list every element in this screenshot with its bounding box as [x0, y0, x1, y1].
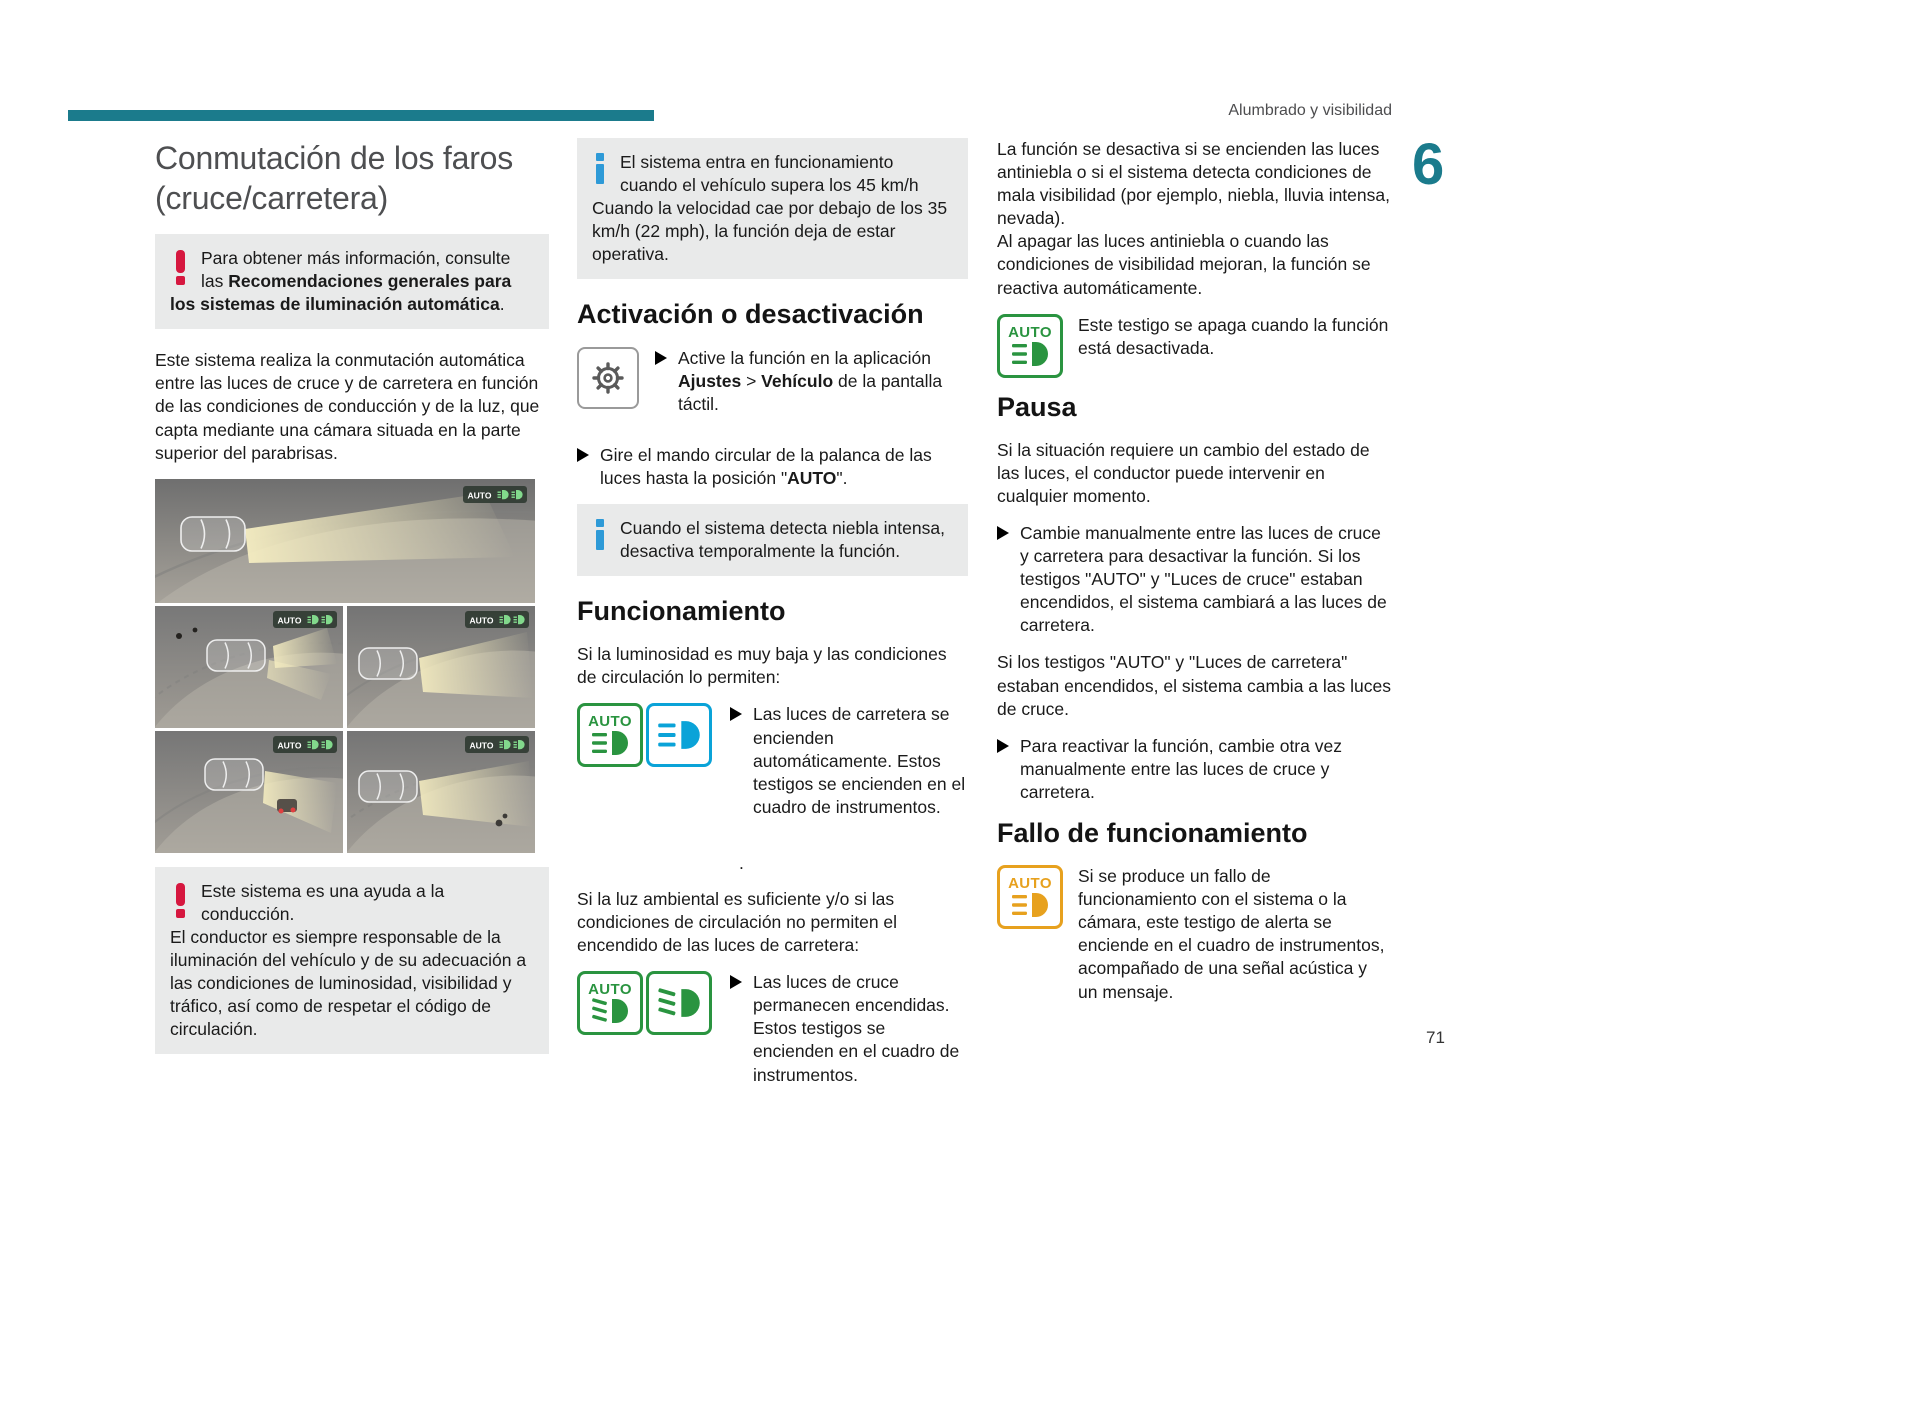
page-title: Conmutación de los faros (cruce/carretera)	[155, 140, 514, 216]
info2-text: Cuando el sistema detecta niebla intensa, desactiva temporalmente la función.	[620, 517, 945, 562]
warning1-text-post: .	[499, 294, 505, 315]
scene-road-wide	[155, 479, 535, 603]
page-number: 71	[1426, 1028, 1445, 1047]
scene-open-road	[347, 606, 535, 728]
auto-badge-icon	[273, 736, 337, 753]
settings-gear-icon	[577, 347, 639, 409]
highbeam-indicator-icon	[646, 703, 712, 767]
bullet-manual-switch	[997, 522, 1391, 637]
column-right	[997, 138, 1391, 1018]
car-icon	[359, 648, 417, 679]
lamp-off-row	[997, 314, 1391, 378]
lowbeam-indicator-row	[577, 971, 968, 1100]
info-icon	[594, 519, 606, 550]
bullet-triangle-icon	[730, 975, 742, 989]
bullet-activate-text: Active la función en la aplicación Ajustes > Vehículo de la pantalla táctil.	[678, 347, 943, 414]
indicator-lamps	[577, 971, 712, 1035]
svg-text:AUTO: AUTO	[277, 740, 302, 751]
warning-exclamation-icon	[173, 250, 187, 285]
heading-function: Funcionamiento	[577, 596, 786, 627]
fault-row	[997, 865, 1391, 1004]
auto-lowbeam-indicator-icon: AUTO	[577, 971, 643, 1035]
highbeam-indicator-row	[577, 703, 968, 832]
car-icon	[207, 640, 265, 671]
scene-oncoming-traffic	[155, 606, 343, 728]
warning-box-general	[155, 234, 549, 329]
warning2-line1: Este sistema es una ayuda a la conducción.	[201, 880, 445, 924]
info1-text: El sistema entra en funcionamiento cuando el vehículo supera los 45 km/h Cuando la velocidad cae por debajo de los 35 km/h (22 mph), la función deja de estar operativa.	[592, 152, 948, 265]
deactivate-paragraph-2: Al apagar las luces antiniebla o cuando las condiciones de visibilidad mejoran, la función se reactiva automáticamente.	[997, 231, 1371, 298]
switch-paragraph: Si los testigos "AUTO" y "Luces de carretera" estaban encendidos, el sistema cambia a las luces de cruce.	[997, 652, 1391, 719]
bullet-reactivate	[997, 735, 1391, 804]
section-header: Alumbrado y visibilidad	[1228, 102, 1392, 119]
lamp-off-text: Este testigo se apaga cuando la función está desactivada.	[1078, 314, 1389, 358]
svg-text:AUTO: AUTO	[277, 615, 302, 626]
auto-badge-icon	[465, 611, 529, 628]
auto-indicator-icon: AUTO	[997, 314, 1063, 378]
auto-badge-icon	[465, 736, 529, 753]
auto-badge-icon	[463, 486, 527, 503]
auto-fault-indicator-icon: AUTO	[997, 865, 1063, 929]
deactivate-paragraph-1: La función se desactiva si se encienden las luces antiniebla o si el sistema detecta condiciones de mala visibilidad (por ejemplo, niebla, lluvia intensa, nevada).	[997, 139, 1390, 229]
bullet-lowbeam	[730, 971, 968, 1086]
indicator-lamps	[577, 703, 712, 767]
car-icon	[181, 517, 245, 551]
heading-activation: Activación o desactivación	[577, 299, 924, 330]
bullet-triangle-icon	[730, 707, 742, 721]
fault-text: Si se produce un fallo de funcionamiento con el sistema o la cámara, este testigo de alerta se enciende en el cuadro de instrumentos, acompañado de una señal acústica y un mensaje.	[1078, 866, 1385, 1002]
warning-box-driver-aid	[155, 867, 549, 1055]
info-icon	[594, 153, 606, 184]
pause-paragraph: Si la situación requiere un cambio del estado de las luces, el conductor puede intervenir en cualquier momento.	[997, 439, 1370, 506]
car-icon	[359, 771, 417, 802]
bullet-triangle-icon	[997, 739, 1009, 753]
svg-text:AUTO: AUTO	[469, 615, 494, 626]
settings-row	[577, 347, 968, 430]
ambient-light-paragraph: Si la luz ambiental es suficiente y/o si las condiciones de circulación no permiten el encendido de las luces de carretera:	[577, 888, 898, 956]
warning2-line2: El conductor es siempre responsable de la iluminación del vehículo y de su adecuación a las condiciones de luminosidad, visibilidad y tráfico, así como de respetar el código de circulación.	[170, 926, 527, 1040]
heading-fault: Fallo de funcionamiento	[997, 818, 1308, 849]
scene-pedestrian	[347, 731, 535, 853]
warning1-text-bold: Recomendaciones generales para los sistemas de iluminación automática	[170, 271, 512, 315]
bullet-triangle-icon	[655, 351, 667, 365]
warning1-text-pre: Para obtener más información, consulte las	[201, 248, 511, 292]
header-rule	[68, 110, 654, 121]
column-left	[155, 138, 549, 1074]
svg-text:AUTO: AUTO	[469, 740, 494, 751]
intro-paragraph: Este sistema realiza la conmutación automática entre las luces de cruce y de carretera en función de las condiciones de conducción y de la luz, que capta mediante una cámara situada en la parte superior del parabrisas.	[155, 350, 540, 463]
auto-highbeam-indicator-icon: AUTO	[577, 703, 643, 767]
column-middle	[577, 138, 968, 1121]
scene-grid	[155, 606, 535, 853]
info-box-speed	[577, 138, 968, 279]
svg-text:AUTO: AUTO	[467, 490, 492, 501]
bullet-activate-app	[655, 347, 968, 416]
info-box-fog	[577, 504, 968, 576]
bullet-highbeam-text: Las luces de carretera se encienden automáticamente. Estos testigos se encienden en el cuadro de instrumentos.	[753, 704, 966, 817]
bullet-highbeam	[730, 703, 968, 818]
bullet-auto-position	[577, 444, 968, 490]
scene-vehicle-ahead	[155, 731, 343, 853]
stray-dot: .	[739, 852, 744, 873]
pedestrian-silhouette	[496, 819, 503, 826]
bullet-triangle-icon	[577, 448, 589, 462]
bullet-triangle-icon	[997, 526, 1009, 540]
warning-exclamation-icon	[173, 883, 187, 918]
car-icon	[205, 759, 263, 790]
heading-pause: Pausa	[997, 391, 1077, 422]
bullet-auto-text: Gire el mando circular de la palanca de las luces hasta la posición "AUTO".	[600, 444, 932, 488]
bullet-reactivate-text: Para reactivar la función, cambie otra vez manualmente entre las luces de cruce y carretera.	[1020, 735, 1342, 802]
bullet-manual-text: Cambie manualmente entre las luces de cruce y carretera para desactivar la función. Si los testigos "AUTO" y "Luces de cruce" estaban encendidos, el sistema cambiará a las luces de carretera.	[1020, 522, 1387, 636]
chapter-number: 6	[1412, 132, 1445, 197]
bullet-lowbeam-text: Las luces de cruce permanecen encendidas. Estos testigos se encienden en el cuadro de instrumentos.	[753, 972, 960, 1085]
camera-scenes-figure	[155, 479, 535, 853]
auto-badge-icon	[273, 611, 337, 628]
lowbeam-indicator-icon	[646, 971, 712, 1035]
low-light-paragraph: Si la luminosidad es muy baja y las condiciones de circulación lo permiten:	[577, 644, 947, 688]
